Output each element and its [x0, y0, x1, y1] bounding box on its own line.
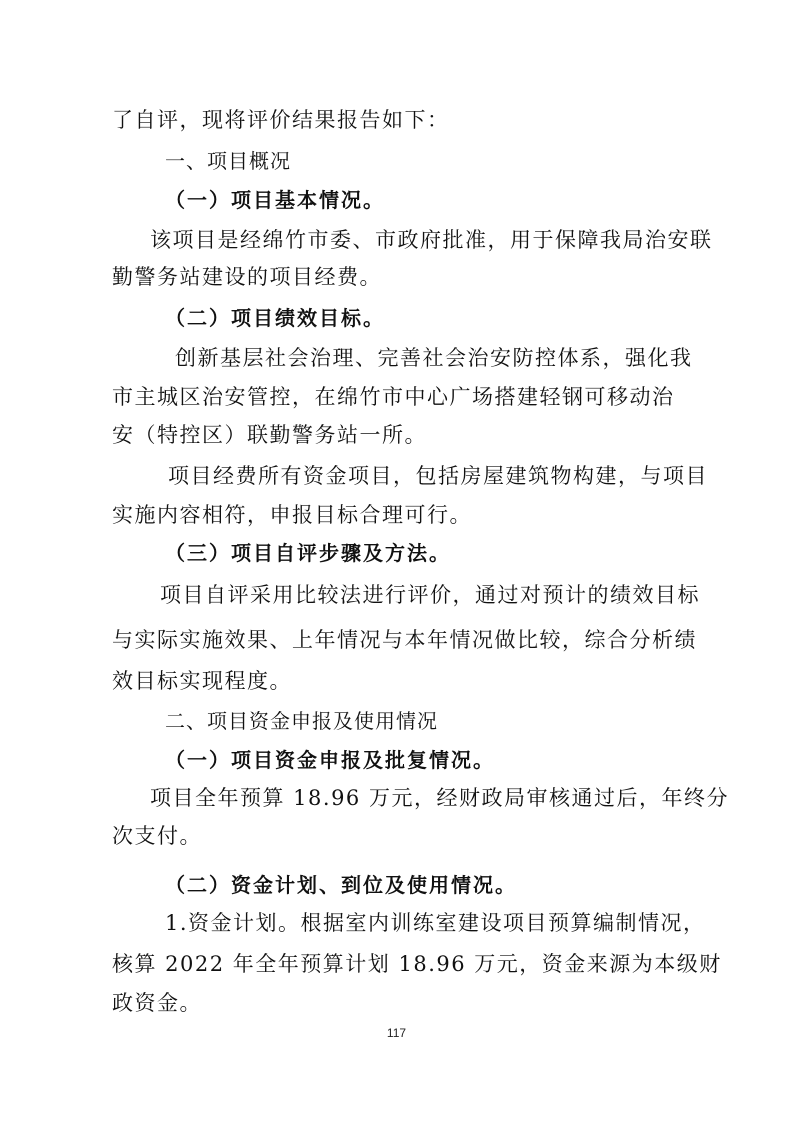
subsection-heading: （二）项目绩效目标。: [165, 306, 385, 330]
text-line: 与实际实施效果、上年情况与本年情况做比较，综合分析绩: [112, 628, 697, 652]
text-line: 效目标实现程度。: [112, 669, 292, 693]
text-line: 该项目是经绵竹市委、市政府批准，用于保障我局治安联: [150, 228, 713, 252]
text-line: 核算 2022 年全年预算计划 18.96 万元，资金来源为本级财: [112, 952, 722, 976]
subsection-heading: （二）资金计划、到位及使用情况。: [165, 873, 517, 897]
subsection-heading: （三）项目自评步骤及方法。: [165, 541, 451, 565]
text-line: 勤警务站建设的项目经费。: [112, 265, 382, 289]
text-line: 项目自评采用比较法进行评价，通过对预计的绩效目标: [160, 583, 700, 607]
text-line: 市主城区治安管控，在绵竹市中心广场搭建轻钢可移动治: [112, 385, 675, 409]
text-line: 政资金。: [112, 991, 202, 1015]
text-line: 创新基层社会治理、完善社会治安防控体系，强化我: [175, 346, 693, 370]
section-heading: 二、项目资金申报及使用情况: [165, 709, 438, 733]
subsection-heading: （一）项目基本情况。: [165, 188, 385, 212]
page-number: 117: [386, 1026, 407, 1040]
text-line: 实施内容相符，申报目标合理可行。: [112, 503, 472, 527]
text-line: 项目经费所有资金项目，包括房屋建筑物构建，与项目: [168, 464, 708, 488]
text-line: 了自评，现将评价结果报告如下：: [112, 108, 450, 132]
text-line: 次支付。: [112, 824, 202, 848]
subsection-heading: （一）项目资金申报及批复情况。: [165, 748, 495, 772]
section-heading: 一、项目概况: [165, 149, 291, 173]
text-line: 安（特控区）联勤警务站一所。: [112, 423, 427, 447]
text-line: 项目全年预算 18.96 万元，经财政局审核通过后，年终分: [150, 786, 729, 810]
text-line: 1.资金计划。根据室内训练室建设项目预算编制情况，: [165, 911, 706, 935]
